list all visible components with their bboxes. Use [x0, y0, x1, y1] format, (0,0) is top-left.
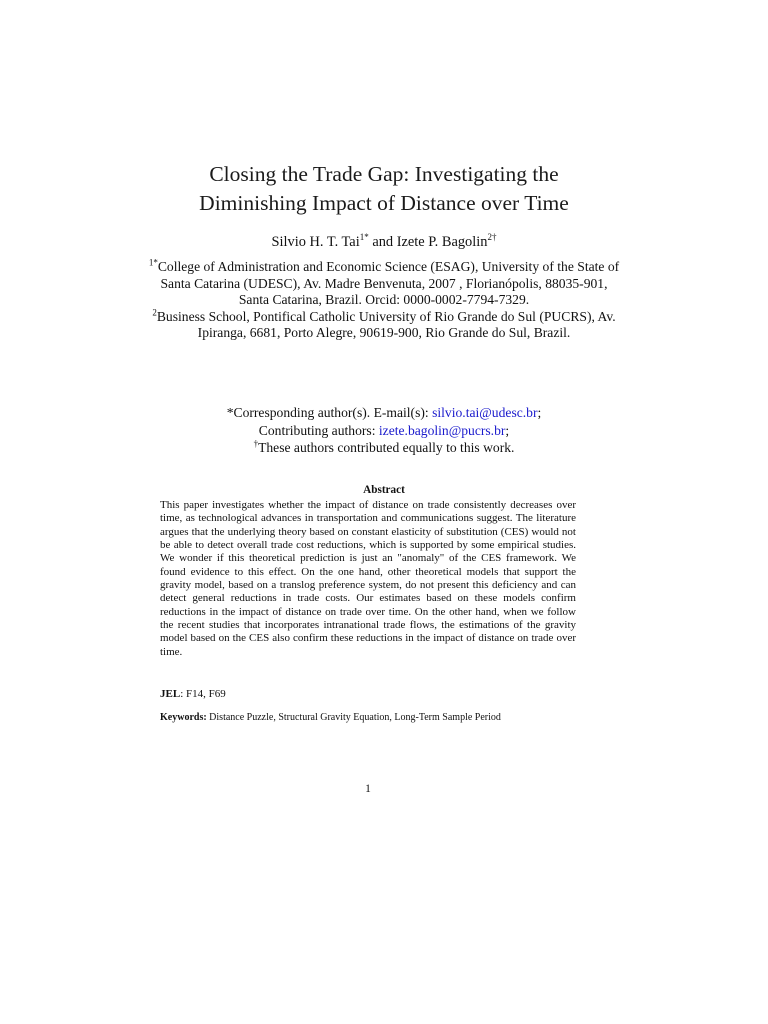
- equal-contribution-note: These authors contributed equally to this work.: [258, 440, 515, 455]
- author-list: [120, 232, 648, 252]
- contributing-label: Contributing authors:: [258, 422, 376, 438]
- corresponding-label: *Corresponding author(s). E-mail(s):: [226, 405, 429, 420]
- affiliation-2: [146, 309, 622, 342]
- equal-contribution-mark: †: [253, 438, 259, 449]
- correspondence-block: [120, 404, 648, 457]
- author-name: Silvio H. T. Tai: [271, 234, 360, 250]
- affiliation-mark: 1*: [148, 257, 158, 268]
- contributing-line: Contributing authors: izete.bagolin@pucrs.br;: [258, 422, 510, 438]
- equal-contribution-line: [120, 439, 648, 457]
- affiliation-1: [146, 259, 622, 309]
- title-line-1: Closing the Trade Gap: Investigating the: [209, 162, 559, 186]
- jel-values: : F14, F69: [180, 688, 226, 700]
- affiliation-text: Business School, Pontifical Catholic University of Rio Grande do Sul (PUCRS), Av. Ipiranga, 6681, Porto Alegre, 90619-900, Rio Grande do Sul, Brazil.: [156, 308, 616, 341]
- jel-label: JEL: [160, 688, 181, 700]
- corresponding-email-link[interactable]: silvio.tai@udesc.br: [432, 405, 538, 420]
- author-name: Izete P. Bagolin: [396, 234, 488, 250]
- page-number: 1: [365, 783, 371, 795]
- contributing-email-link[interactable]: izete.bagolin@pucrs.br: [378, 422, 506, 438]
- affiliations: [146, 259, 622, 342]
- keywords-values: Distance Puzzle, Structural Gravity Equation, Long-Term Sample Period: [209, 712, 501, 723]
- affiliation-mark: 2: [152, 307, 157, 318]
- keywords: [160, 711, 590, 725]
- author-conjunction: and: [372, 234, 394, 250]
- abstract-text: This paper investigates whether the impact of distance on trade consistently decreases over time, as technological advances in transportation and communications suggest. The literature argues that the underlying theory based on constant elasticity of substitution (CES) would not be able to detect overall trade cost reductions, which is supported by some empirical studies. We wonder if this theoretical prediction is just an "anomaly" of the CES framework. We found evidence to this effect. On the one hand, other theoretical models that support the gravity model, based on a translog preference system, do not present this deficiency and can detect general reductions in trade costs. Our estimates based on these models confirm reductions in the impact of distance on trade over time. On the other hand, when we follow the recent studies that incorporates intranational trade flows, the estimations of the gravity model based on the CES also confirm these reductions in the impact of distance on trade over time.: [160, 499, 576, 658]
- abstract-heading: Abstract: [363, 484, 405, 496]
- author-affiliation-mark: 1*: [359, 232, 369, 243]
- jel-codes: [160, 687, 576, 701]
- keywords-label: Keywords:: [160, 712, 207, 723]
- title-line-2: Diminishing Impact of Distance over Time: [199, 191, 569, 215]
- affiliation-text: College of Administration and Economic Science (ESAG), University of the State of Santa Catarina (UDESC), Av. Madre Benvenuta, 2007 , Florianópolis, 88035-901, Santa Catarina, Brazil. Orcid: 0000-0002-7794-7329.: [157, 259, 620, 308]
- paper-title: [120, 160, 648, 218]
- author-affiliation-mark: 2†: [487, 232, 497, 243]
- corresponding-line: *Corresponding author(s). E-mail(s): silvio.tai@udesc.br;: [226, 405, 542, 420]
